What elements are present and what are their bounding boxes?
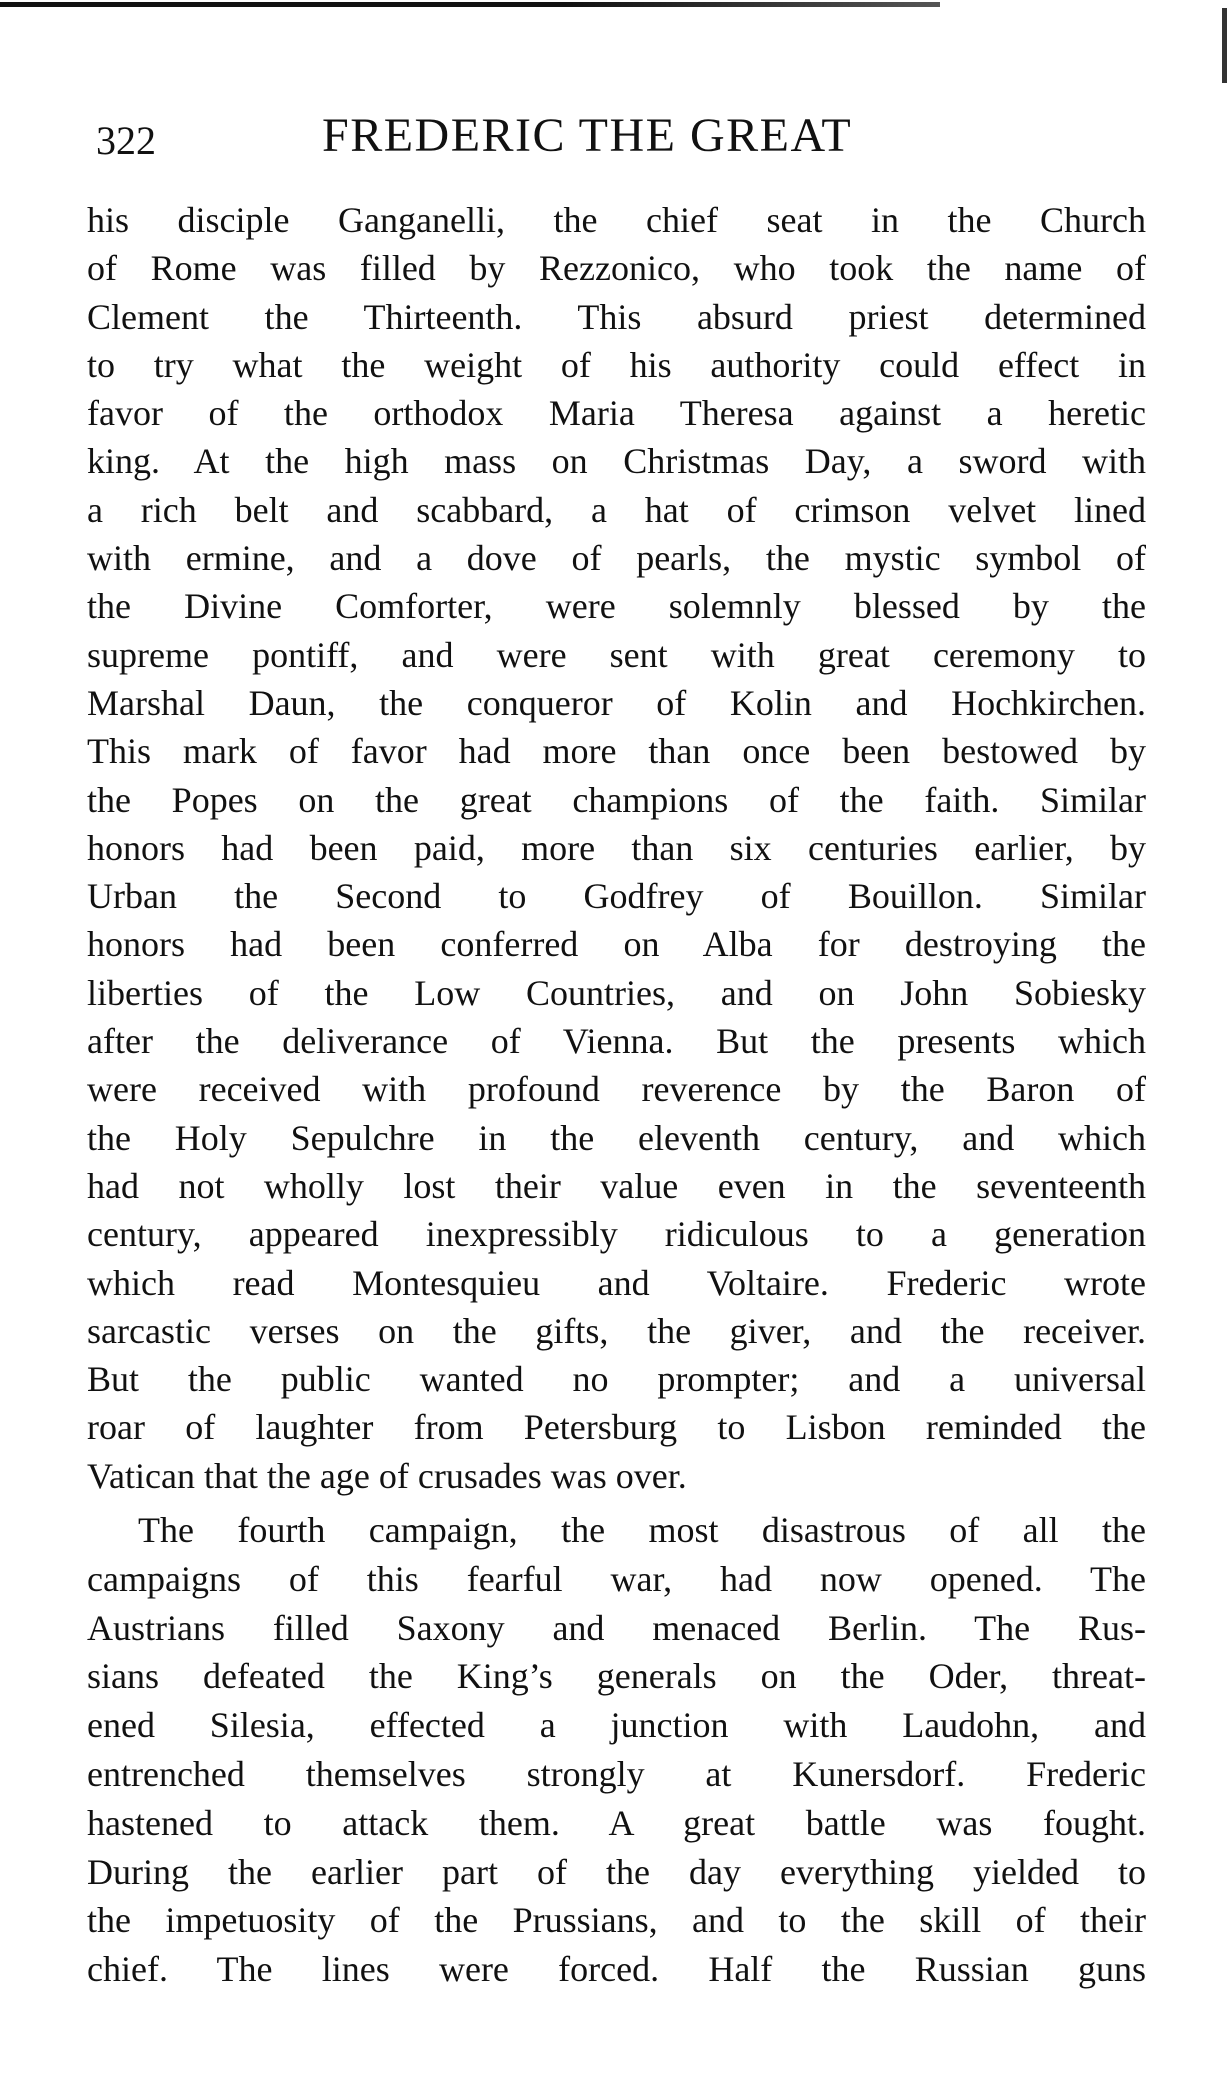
text-line: But the public wanted no prompter; and a universal [87, 1359, 1146, 1400]
text-line: king. At the high mass on Christmas Day, a sword with [87, 441, 1146, 482]
text-line: the impetuosity of the Prussians, and to the skill of their [87, 1900, 1146, 1941]
text-line: honors had been conferred on Alba for destroying the [87, 924, 1146, 965]
text-line: sarcastic verses on the gifts, the giver, and the receiver. [87, 1310, 1146, 1351]
text-line: century, appeared inexpressibly ridiculous to a generation [87, 1214, 1146, 1255]
text-line: hastened to attack them. A great battle was fought. [87, 1802, 1146, 1843]
text-line: supreme pontiff, and were sent with great ceremony to [87, 634, 1146, 675]
page-number: 322 [96, 118, 156, 163]
text-line: a rich belt and scabbard, a hat of crimson velvet lined [87, 489, 1146, 530]
text-line: the Popes on the great champions of the faith. Similar [87, 779, 1146, 820]
text-line: liberties of the Low Countries, and on John Sobiesky [87, 972, 1146, 1013]
text-line: of Rome was filled by Rezzonico, who took the name of [87, 248, 1146, 289]
text-line: were received with profound reverence by the Baron of [87, 1069, 1146, 1110]
text-line: Clement the Thirteenth. This absurd priest determined [87, 296, 1146, 337]
page-edge-mark [1222, 8, 1227, 83]
text-line: ened Silesia, effected a junction with Laudohn, and [87, 1705, 1146, 1746]
text-line: campaigns of this fearful war, had now opened. The [87, 1558, 1146, 1599]
text-line: roar of laughter from Petersburg to Lisbon reminded the [87, 1407, 1146, 1448]
text-line: Austrians filled Saxony and menaced Berlin. The Rus- [87, 1607, 1146, 1648]
text-line: the Divine Comforter, were solemnly blessed by the [87, 586, 1146, 627]
text-line: This mark of favor had more than once been bestowed by [87, 731, 1146, 772]
text-line: to try what the weight of his authority could effect in [87, 344, 1146, 385]
text-line: entrenched themselves strongly at Kunersdorf. Frederic [87, 1753, 1146, 1794]
text-line: with ermine, and a dove of pearls, the mystic symbol of [87, 538, 1146, 579]
text-line: During the earlier part of the day everything yielded to [87, 1851, 1146, 1892]
text-line: after the deliverance of Vienna. But the presents which [87, 1021, 1146, 1062]
text-line: sians defeated the King’s generals on the Oder, threat- [87, 1656, 1146, 1697]
text-line: had not wholly lost their value even in the seventeenth [87, 1165, 1146, 1206]
text-line: The fourth campaign, the most disastrous of all the [138, 1510, 1146, 1550]
text-line: Urban the Second to Godfrey of Bouillon. Similar [87, 876, 1146, 917]
text-line: Vatican that the age of crusades was over. [87, 1455, 687, 1496]
text-line: which read Montesquieu and Voltaire. Frederic wrote [87, 1262, 1146, 1303]
top-rule [0, 2, 940, 7]
paragraph-2 [87, 1506, 1146, 1994]
paragraph-1 [87, 196, 1146, 1500]
text-line: chief. The lines were forced. Half the Russian guns [87, 1949, 1146, 1990]
text-line: honors had been paid, more than six centuries earlier, by [87, 827, 1146, 868]
text-line: favor of the orthodox Maria Theresa against a heretic [87, 393, 1146, 434]
running-title: FREDERIC THE GREAT [322, 109, 853, 162]
text-line: the Holy Sepulchre in the eleventh century, and which [87, 1117, 1146, 1158]
text-line: his disciple Ganganelli, the chief seat in the Church [87, 200, 1146, 240]
text-line: Marshal Daun, the conqueror of Kolin and Hochkirchen. [87, 682, 1146, 723]
